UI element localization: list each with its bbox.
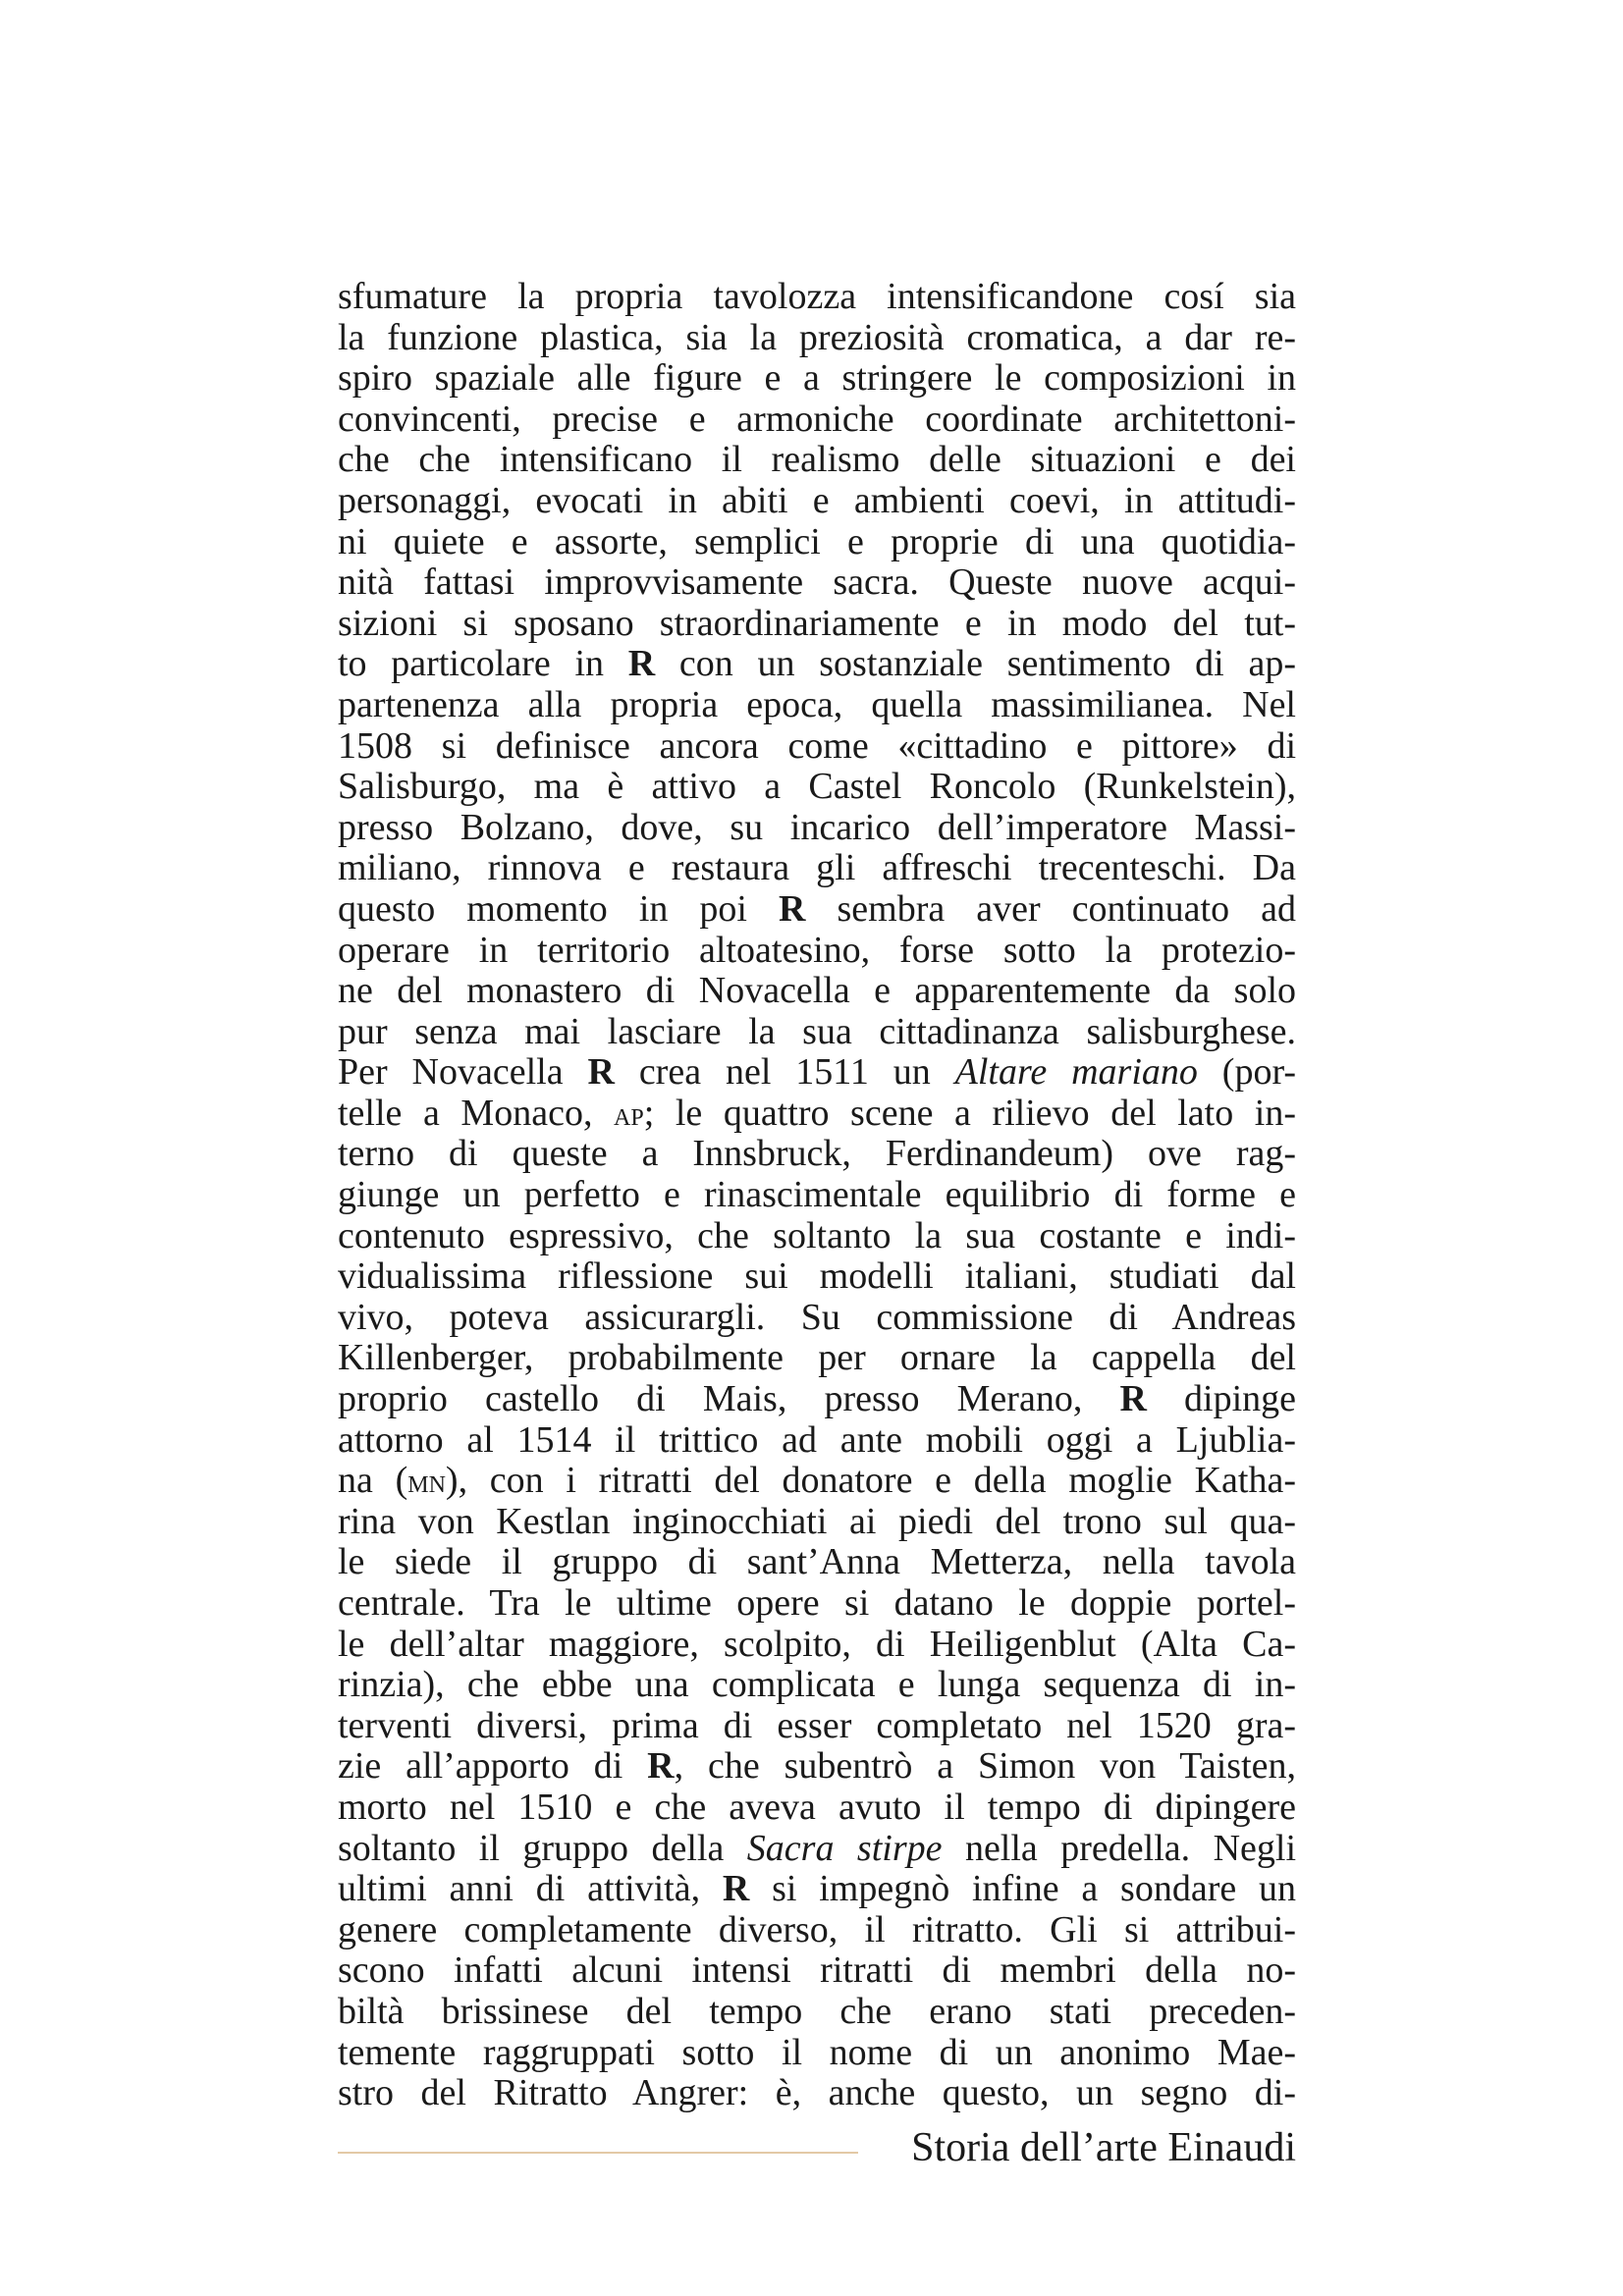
text-line: [338, 522, 1296, 563]
text-line: [338, 1379, 1296, 1420]
text-segment: nella predella. Negli: [942, 1827, 1297, 1869]
text-segment: si impegnò infine a sondare un: [749, 1868, 1296, 1910]
text-line: [338, 767, 1296, 808]
text-line: [338, 1298, 1296, 1339]
text-line: [338, 726, 1296, 768]
text-line: [338, 1788, 1296, 1829]
text-segment: giunge un perfetto e rinascimentale equilibrio di forme e: [338, 1174, 1296, 1216]
text-segment: to particolare in: [338, 643, 628, 685]
text-segment: centrale. Tra le ultime opere si datano le doppie portel-: [338, 1582, 1296, 1624]
text-segment: stro del Ritratto Angrer: è, anche questo, un segno di-: [338, 2072, 1296, 2114]
text-line: [338, 1012, 1296, 1053]
text-segment: operare in territorio altoatesino, forse sotto la protezio-: [338, 929, 1296, 971]
text-segment: partenenza alla propria epoca, quella massimilianea. Nel: [338, 683, 1296, 725]
text-line: [338, 1665, 1296, 1706]
text-line: [338, 1950, 1296, 1992]
text-line: [338, 644, 1296, 685]
text-segment: presso Bolzano, dove, su incarico dell’imperatore Massi-: [338, 806, 1296, 848]
footer-title: Storia dell’arte Einaudi: [911, 2125, 1296, 2170]
text-line: [338, 889, 1296, 931]
text-line: [338, 481, 1296, 522]
text-line: [338, 1706, 1296, 1747]
text-segment: ni quiete e assorte, semplici e proprie di una quotidia-: [338, 520, 1296, 562]
text-line: [338, 1420, 1296, 1462]
text-segment: ), con i ritratti del donatore e della moglie Katha-: [445, 1460, 1296, 1502]
text-line: [338, 848, 1296, 889]
text-line: [338, 971, 1296, 1012]
text-line: [338, 1583, 1296, 1625]
museum-abbrev: mn: [407, 1464, 446, 1501]
text-line: [338, 1175, 1296, 1216]
author-abbrev: R: [587, 1051, 615, 1094]
text-segment: scono infatti alcuni intensi ritratti di membri della no-: [338, 1949, 1296, 1992]
text-line: [338, 1910, 1296, 1951]
text-segment: spiro spaziale alle figure e a stringere le composizioni in: [338, 357, 1296, 400]
text-segment: 1508 si definisce ancora come «cittadino e pittore» di: [338, 724, 1296, 767]
text-segment: Salisburgo, ma è attivo a Castel Roncolo (Runkelstein),: [338, 766, 1296, 808]
author-abbrev: R: [779, 887, 806, 930]
text-segment: temente raggruppati sotto il nome di un anonimo Mae-: [338, 2031, 1296, 2073]
text-segment: che che intensificano il realismo delle situazioni e dei: [338, 439, 1296, 481]
text-segment: la funzione plastica, sia la preziosità cromatica, a dar re-: [338, 316, 1296, 358]
text-line: [338, 1052, 1296, 1094]
text-line: [338, 1256, 1296, 1298]
text-segment: telle a Monaco,: [338, 1092, 615, 1134]
text-line: [338, 1502, 1296, 1543]
page-footer: [338, 2118, 1296, 2177]
text-segment: rina von Kestlan inginocchiati ai piedi del trono sul qua-: [338, 1500, 1296, 1542]
text-line: [338, 440, 1296, 481]
text-segment: terventi diversi, prima di esser completato nel 1520 gra-: [338, 1704, 1296, 1746]
text-line: [338, 2033, 1296, 2074]
text-segment: miliano, rinnova e restaura gli affreschi trecenteschi. Da: [338, 847, 1296, 889]
text-segment: le siede il gruppo di sant’Anna Metterza, nella tavola: [338, 1541, 1296, 1583]
text-segment: morto nel 1510 e che aveva avuto il tempo di dipingere: [338, 1786, 1296, 1828]
text-line: [338, 1134, 1296, 1175]
artwork-title: Sacra stirpe: [746, 1827, 943, 1869]
text-segment: sembra aver continuato ad: [805, 887, 1296, 930]
text-segment: soltanto il gruppo della: [338, 1827, 747, 1869]
text-segment: vidualissima riflessione sui modelli italiani, studiati dal: [338, 1255, 1296, 1298]
body-text: [338, 277, 1296, 2114]
text-line: [338, 1216, 1296, 1257]
artwork-title: Altare mariano: [954, 1051, 1198, 1094]
text-segment: personaggi, evocati in abiti e ambienti coevi, in attitudi-: [338, 479, 1296, 521]
text-segment: , che subentrò a Simon von Taisten,: [674, 1745, 1296, 1788]
text-segment: sfumature la propria tavolozza intensificandone cosí sia: [338, 276, 1296, 317]
text-line: [338, 277, 1296, 318]
text-segment: genere completamente diverso, il ritratto. Gli si attribui-: [338, 1908, 1296, 1950]
text-segment: na (: [338, 1460, 408, 1502]
text-segment: proprio castello di Mais, presso Merano,: [338, 1378, 1120, 1420]
text-segment: ; le quattro scene a rilievo del lato in-: [643, 1092, 1297, 1134]
museum-abbrev: ap: [614, 1095, 644, 1133]
text-line: [338, 1992, 1296, 2033]
text-line: [338, 1542, 1296, 1583]
text-line: [338, 400, 1296, 441]
text-line: [338, 2073, 1296, 2114]
author-abbrev: R: [1119, 1378, 1147, 1420]
text-segment: vivo, poteva assicurargli. Su commissione di Andreas: [338, 1296, 1296, 1338]
text-segment: sizioni si sposano straordinariamente e in modo del tut-: [338, 602, 1296, 644]
text-line: [338, 1829, 1296, 1870]
text-line: [338, 1746, 1296, 1788]
text-segment: ne del monastero di Novacella e apparentemente da solo: [338, 970, 1296, 1012]
text-line: [338, 808, 1296, 849]
text-line: [338, 1094, 1296, 1135]
text-line: [338, 604, 1296, 645]
text-segment: dipinge: [1146, 1378, 1297, 1420]
text-line: [338, 931, 1296, 972]
text-segment: pur senza mai lasciare la sua cittadinanza salisburghese.: [338, 1010, 1296, 1052]
text-segment: crea nel 1511 un: [614, 1051, 955, 1094]
text-segment: rinzia), che ebbe una complicata e lunga sequenza di in-: [338, 1664, 1296, 1706]
text-segment: questo momento in poi: [338, 887, 780, 930]
text-segment: (por-: [1197, 1051, 1296, 1094]
author-abbrev: R: [647, 1745, 675, 1788]
text-segment: contenuto espressivo, che soltanto la sua costante e indi-: [338, 1214, 1296, 1256]
author-abbrev: R: [722, 1868, 750, 1910]
text-line: [338, 1338, 1296, 1379]
text-segment: con un sostanziale sentimento di ap-: [655, 643, 1296, 685]
text-segment: ultimi anni di attività,: [338, 1868, 723, 1910]
text-segment: convincenti, precise e armoniche coordinate architettoni-: [338, 398, 1296, 440]
text-segment: zie all’apporto di: [338, 1745, 648, 1788]
text-segment: le dell’altar maggiore, scolpito, di Heiligenblut (Alta Ca-: [338, 1623, 1296, 1665]
text-segment: Per Novacella: [338, 1051, 588, 1094]
text-segment: attorno al 1514 il trittico ad ante mobili oggi a Ljublia-: [338, 1418, 1296, 1461]
text-line: [338, 562, 1296, 604]
text-segment: terno di queste a Innsbruck, Ferdinandeum) ove rag-: [338, 1133, 1296, 1175]
text-line: [338, 1869, 1296, 1910]
text-line: [338, 1461, 1296, 1502]
text-line: [338, 318, 1296, 359]
author-abbrev: R: [627, 643, 656, 685]
text-line: [338, 358, 1296, 400]
text-line: [338, 685, 1296, 726]
text-segment: biltà brissinese del tempo che erano stati preceden-: [338, 1990, 1296, 2032]
footer-rule: [338, 2152, 858, 2154]
text-line: [338, 1625, 1296, 1666]
text-segment: Killenberger, probabilmente per ornare la cappella del: [338, 1337, 1296, 1379]
text-segment: nità fattasi improvvisamente sacra. Queste nuove acqui-: [338, 561, 1296, 604]
